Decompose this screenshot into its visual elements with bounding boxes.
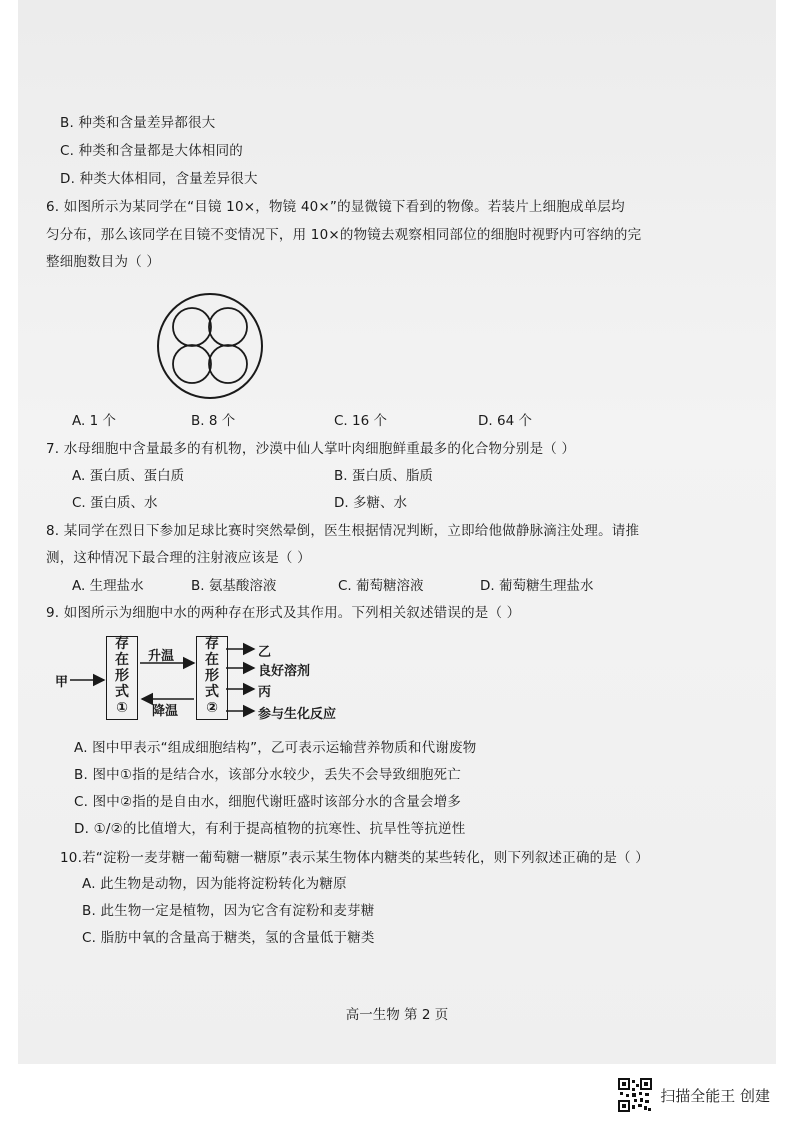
q9-option-d: D. ①/②的比值增大，有利于提高植物的抗寒性、抗旱性等抗逆性 [74, 821, 466, 837]
box-form-2 [196, 636, 228, 720]
q9-option-c: C. 图中②指的是自由水，细胞代谢旺盛时该部分水的含量会增多 [74, 794, 462, 810]
page-footer: 高一生物 第 2 页 [345, 1007, 449, 1023]
box1-char-3: 形 [115, 668, 129, 684]
q5-option-b: B. 种类和含量差异都很大 [60, 115, 216, 131]
q7-option-d: D. 多糖、水 [334, 495, 407, 511]
box2-char-1: 存 [205, 636, 219, 652]
q6-stem-line3: 整细胞数目为（ ） [46, 254, 161, 270]
label-good-solvent: 良好溶剂 [258, 664, 311, 679]
cell-3 [173, 345, 211, 383]
box1-char-2: 在 [115, 652, 129, 668]
label-jia: 甲 [55, 675, 69, 690]
q8-stem-line1: 8. 某同学在烈日下参加足球比赛时突然晕倒，医生根据情况判断，立即给他做静脉滴注处理。请推 [46, 523, 640, 539]
q7-option-b: B. 蛋白质、脂质 [334, 468, 433, 484]
q8-option-c: C. 葡萄糖溶液 [338, 578, 424, 594]
q9-stem: 9. 如图所示为细胞中水的两种存在形式及其作用。下列相关叙述错误的是（ ） [46, 605, 521, 621]
q6-option-d: D. 64 个 [478, 413, 532, 429]
q8-option-b: B. 氨基酸溶液 [191, 578, 277, 594]
box2-char-4: 式 [205, 684, 219, 700]
cell-1 [173, 308, 211, 346]
q7-option-a: A. 蛋白质、蛋白质 [72, 468, 185, 484]
box-form-1 [106, 636, 138, 720]
q6-option-b: B. 8 个 [191, 413, 236, 429]
cell-2 [209, 308, 247, 346]
box2-char-5: ② [206, 700, 218, 716]
box1-char-5: ① [116, 700, 128, 716]
microscope-cells-diagram [150, 291, 270, 401]
q6-option-c: C. 16 个 [334, 413, 387, 429]
cell-4 [209, 345, 247, 383]
label-heating: 升温 [148, 649, 175, 664]
q7-option-c: C. 蛋白质、水 [72, 495, 158, 511]
q10-option-b: B. 此生物一定是植物，因为它含有淀粉和麦芽糖 [82, 903, 375, 919]
box1-char-4: 式 [115, 684, 129, 700]
scanner-credit: 扫描全能王 创建 [660, 1086, 770, 1105]
q7-stem: 7. 水母细胞中含量最多的有机物，沙漠中仙人掌叶肉细胞鲜重最多的化合物分别是（ ） [46, 441, 576, 457]
q6-stem-line1: 6. 如图所示为某同学在“目镜 10×，物镜 40×”的显微镜下看到的物像。若装片上细胞成单层均 [46, 199, 625, 215]
q10-stem: 10.若“淀粉一麦芽糖一葡萄糖一糖原”表示某生物体内糖类的某些转化，则下列叙述正确的是（ ） [60, 850, 649, 866]
q5-option-d: D. 种类大体相同，含量差异很大 [60, 171, 258, 187]
box2-char-3: 形 [205, 668, 219, 684]
q6-option-a: A. 1 个 [72, 413, 116, 429]
scanner-watermark [618, 1078, 770, 1112]
q8-option-a: A. 生理盐水 [72, 578, 144, 594]
q9-option-a: A. 图中甲表示“组成细胞结构”，乙可表示运输营养物质和代谢废物 [74, 740, 477, 756]
q8-stem-line2: 测，这种情况下最合理的注射液应该是（ ） [46, 550, 311, 566]
q10-option-a: A. 此生物是动物，因为能将淀粉转化为糖原 [82, 876, 347, 892]
qr-code-icon [618, 1078, 652, 1112]
q9-option-b: B. 图中①指的是结合水，该部分水较少，丢失不会导致细胞死亡 [74, 767, 461, 783]
field-of-view-circle [158, 294, 262, 398]
box1-char-1: 存 [115, 636, 129, 652]
q6-stem-line2: 匀分布，那么该同学在目镜不变情况下，用 10×的物镜去观察相同部位的细胞时视野内可容纳的完 [46, 227, 642, 243]
label-bing: 丙 [258, 685, 272, 700]
label-yi: 乙 [258, 645, 272, 660]
q5-option-c: C. 种类和含量都是大体相同的 [60, 143, 244, 159]
q8-option-d: D. 葡萄糖生理盐水 [480, 578, 594, 594]
q10-option-c: C. 脂肪中氧的含量高于糖类，氢的含量低于糖类 [82, 930, 375, 946]
label-cooling: 降温 [152, 704, 179, 719]
box2-char-2: 在 [205, 652, 219, 668]
label-biochemical-reaction: 参与生化反应 [258, 707, 337, 722]
